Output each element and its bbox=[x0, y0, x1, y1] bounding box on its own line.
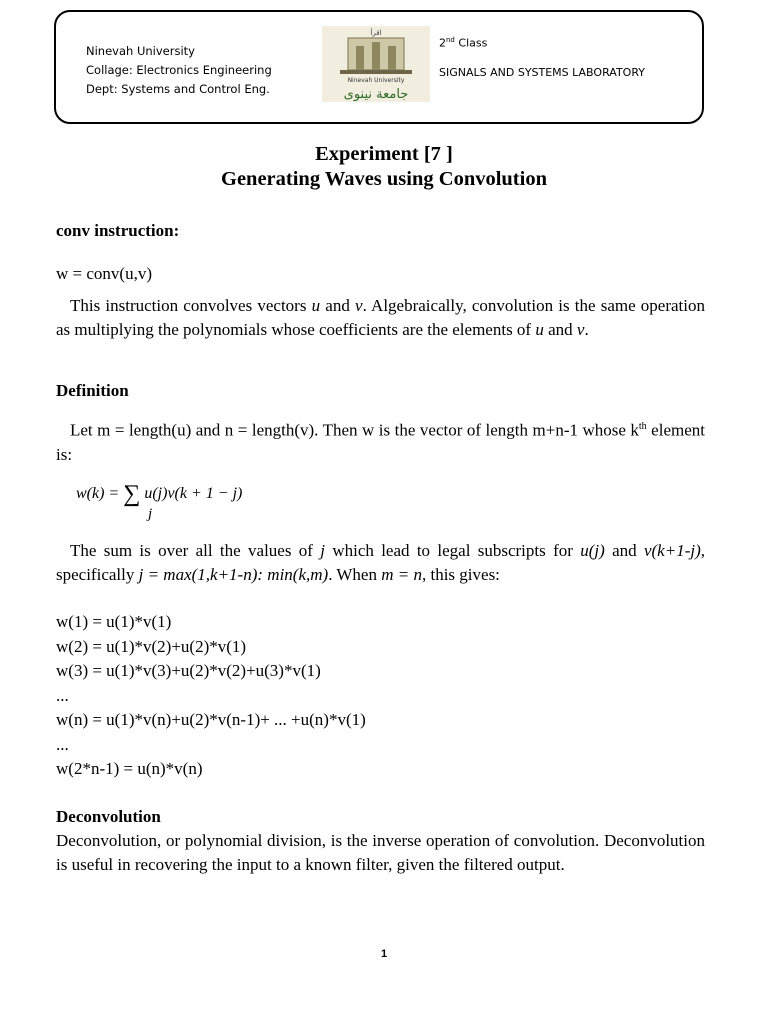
university-logo bbox=[320, 24, 432, 104]
college-name: Collage: Electronics Engineering bbox=[86, 63, 272, 77]
page-number: 1 bbox=[380, 948, 388, 960]
conv-heading: conv instruction: bbox=[56, 221, 180, 240]
experiment-number: Experiment [7 ] bbox=[315, 143, 453, 165]
definition-heading: Definition bbox=[56, 381, 129, 400]
equation-line: w(n) = u(1)*v(n)+u(2)*v(n-1)+ ... +u(n)*v(1) bbox=[56, 710, 366, 729]
deconvolution-heading: Deconvolution bbox=[56, 807, 161, 826]
equation-line: w(2*n-1) = u(n)*v(n) bbox=[56, 759, 203, 778]
equation-list bbox=[56, 610, 705, 782]
university-name: Ninevah University bbox=[86, 44, 195, 58]
header-institution bbox=[86, 42, 272, 99]
equation-line: ... bbox=[56, 734, 69, 754]
conv-syntax: w = conv(u,v) bbox=[56, 264, 152, 283]
conv-paragraph: This instruction convolves vectors u and v. Algebraically, convolution is the same operation as multiplying the polynomials whose coefficients are the elements of u and v. bbox=[56, 296, 706, 339]
department-name: Dept: Systems and Control Eng. bbox=[86, 82, 270, 96]
equation-line: w(1) = u(1)*v(1) bbox=[56, 612, 172, 631]
header-course bbox=[439, 36, 645, 79]
svg-text:Ninevah University: Ninevah University bbox=[347, 77, 405, 84]
definition-paragraph: Let m = length(u) and n = length(v). Then w is the vector of length m+n-1 whose $k^{th}$ element is: bbox=[56, 420, 705, 464]
experiment-title: Generating Waves using Convolution bbox=[221, 168, 547, 190]
lab-name: SIGNALS AND SYSTEMS LABORATORY bbox=[439, 66, 645, 79]
deconvolution-paragraph: Deconvolution, or polynomial division, is the inverse operation of convolution. Deconvolution is useful in recovering the input to a known filter, given the filtered output. bbox=[56, 831, 705, 874]
equation-line: ... bbox=[56, 685, 69, 705]
class-label: 2nd Class bbox=[439, 36, 488, 50]
svg-text:جامعة نينوى: جامعة نينوى bbox=[343, 87, 409, 102]
equation-line: w(2) = u(1)*v(2)+u(2)*v(1) bbox=[56, 636, 247, 656]
convolution-formula: w(k) = ∑ u(j)v(k + 1 − j) j bbox=[76, 481, 243, 522]
svg-text:اقرأ: اقرأ bbox=[370, 29, 382, 37]
equation-line: w(3) = u(1)*v(3)+u(2)*v(2)+u(3)*v(1) bbox=[56, 661, 321, 680]
sum-paragraph: The sum is over all the values of j which lead to legal subscripts for u(j) and v(k+1-j), specifically j = max(1,k+1-n): min(k,m). When m = n, this gives: bbox=[56, 541, 705, 584]
